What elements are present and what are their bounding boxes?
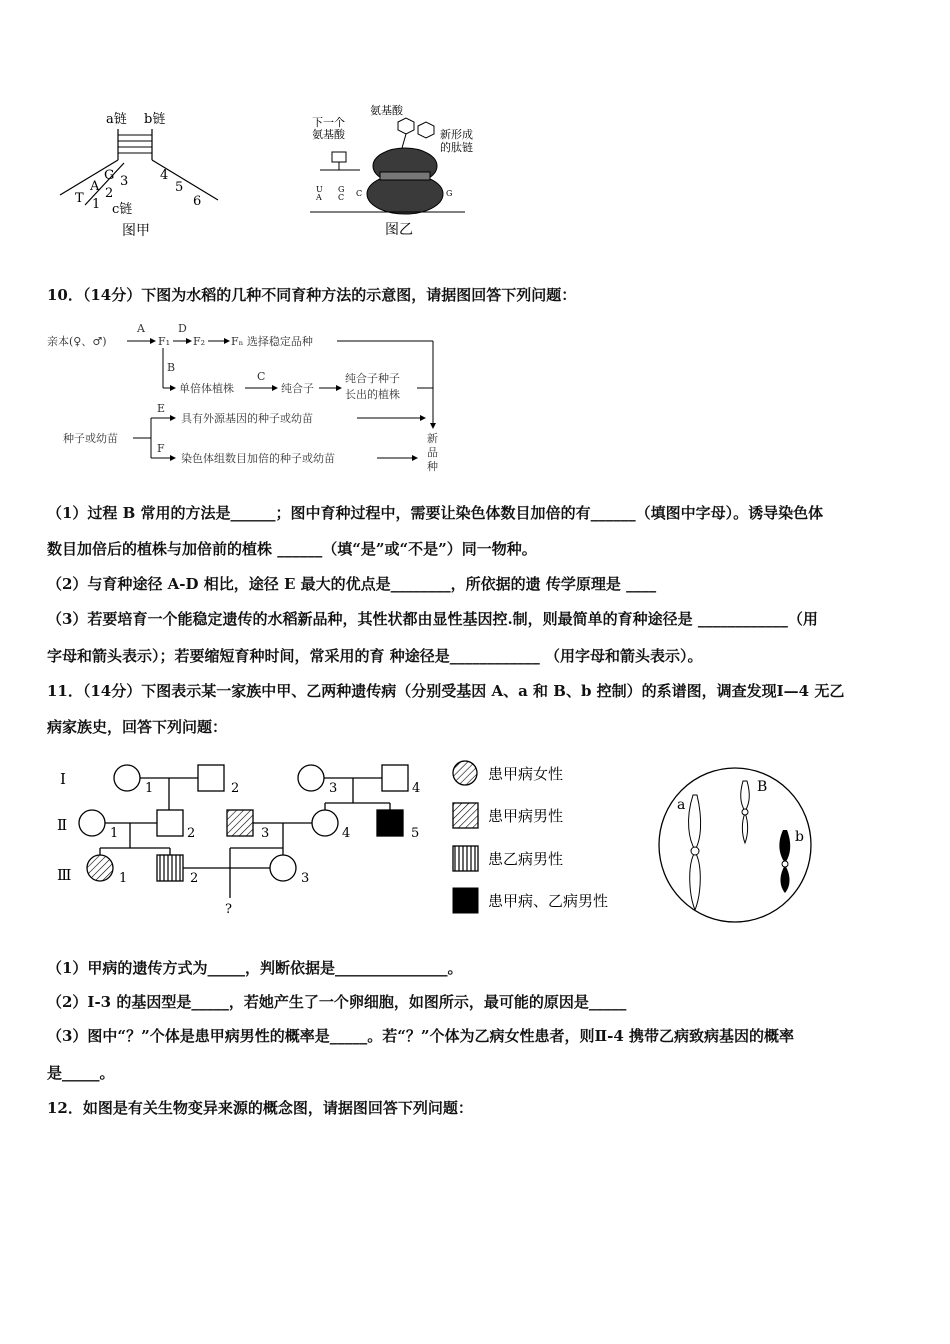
gen-I: Ⅰ xyxy=(60,770,66,788)
arrow-D: D xyxy=(178,322,187,335)
base-5: 5 xyxy=(175,180,184,195)
II-3-male-affected-A xyxy=(227,810,253,836)
arrow-C: C xyxy=(257,370,266,383)
unknown-individual: ? xyxy=(225,902,232,917)
II-5-male-affected-AB xyxy=(377,810,403,836)
q11-title-line1: 11．（14分）下图表示某一家族中甲、乙两种遗传病（分别受基因 A、a 和 B、b 控制）的系谱图，调查发现Ⅰ—4 无乙 xyxy=(47,682,845,700)
Fn-label: Fₙ 选择稳定品种 xyxy=(231,335,313,348)
legend-label-3: 患乙病男性 xyxy=(488,850,564,868)
base-T: T xyxy=(75,191,84,206)
num-I3: 3 xyxy=(329,781,338,796)
q11-part3-line1: （3）图中“？”个体是患甲病男性的概率是_____。若“？”个体为乙病女性患者，则Ⅱ-4 携带乙病致病基因的概率 xyxy=(47,1027,794,1045)
q10-part3-line1: （3）若要培育一个能稳定遗传的水稻新品种，其性状都由显性基因控.制，则最简单的育种途径是 ____________（用 xyxy=(47,610,818,628)
num-III3: 3 xyxy=(301,871,310,886)
legend-female-A-symbol xyxy=(453,761,477,785)
q10-part1-line2: 数目加倍后的植株与加倍前的植株 ______（填“是”或“不是”）同一物种。 xyxy=(47,540,537,558)
parent-label: 亲本(♀、♂) xyxy=(47,335,107,348)
III-1-female-affected-A xyxy=(87,855,113,881)
q11-title-line2: 病家族史，回答下列问题： xyxy=(47,718,228,736)
II-4-female xyxy=(312,810,338,836)
foreign-seed-label: 具有外源基因的种子或幼苗 xyxy=(181,412,313,425)
new-peptide-label-2: 的肽链 xyxy=(440,141,473,154)
legend-label-1: 患甲病女性 xyxy=(488,765,564,783)
doubled-seed-label: 染色体组数目加倍的种子或幼苗 xyxy=(181,452,335,465)
new-variety-1: 新 xyxy=(427,432,438,445)
gen-III: Ⅲ xyxy=(57,866,72,884)
pedigree-legend xyxy=(450,758,650,923)
q10-part2: （2）与育种途径 A-D 相比，途径 E 最大的优点是________，所依据的遗 传学原理是 ____ xyxy=(47,575,657,593)
base-G: G xyxy=(104,168,115,183)
I-1-female xyxy=(114,765,140,791)
legend-label-4: 患甲病、乙病男性 xyxy=(488,892,609,910)
chrom-label-B: B xyxy=(757,779,768,795)
num-I4: 4 xyxy=(412,781,421,796)
II-2-male xyxy=(157,810,183,836)
c-chain-label: c链 xyxy=(112,202,133,217)
q12-title: 12．如图是有关生物变异来源的概念图，请据图回答下列问题： xyxy=(47,1099,473,1117)
pure-label: 纯合子 xyxy=(281,382,314,395)
num-III1: 1 xyxy=(119,871,128,886)
num-II2: 2 xyxy=(187,826,196,841)
base-1: 1 xyxy=(92,197,101,212)
chrom-label-b: b xyxy=(795,829,804,845)
III-3-female xyxy=(270,855,296,881)
amino-acid-label: 氨基酸 xyxy=(370,104,403,117)
figure-yi xyxy=(300,100,500,240)
breeding-diagram xyxy=(45,318,445,483)
gen-II: Ⅱ xyxy=(57,816,68,834)
codon-right-G: G xyxy=(446,189,453,198)
q11-part2: （2）Ⅰ-3 的基因型是_____，若她产生了一个卵细胞，如图所示，最可能的原因是_____ xyxy=(47,993,627,1011)
new-variety-3: 种 xyxy=(427,460,438,473)
chrom-label-a: a xyxy=(677,797,686,813)
num-I1: 1 xyxy=(145,781,154,796)
legend-male-AB-symbol xyxy=(453,888,478,913)
F1-label: F₁ xyxy=(158,335,171,348)
num-III2: 2 xyxy=(190,871,199,886)
pure-seed-label-2: 长出的植株 xyxy=(345,388,400,401)
new-peptide-label: 新形成 xyxy=(440,128,473,141)
pedigree-chart xyxy=(55,758,455,923)
base-6: 6 xyxy=(193,194,202,209)
figure-jia xyxy=(50,105,230,240)
q10-part3-line2: 字母和箭头表示）；若要缩短育种时间，常采用的育 种途径是____________ （用字母和箭头表示）。 xyxy=(47,647,703,665)
I-4-male xyxy=(382,765,408,791)
III-2-male-affected-B xyxy=(157,855,183,881)
codon-C: C xyxy=(338,193,345,202)
new-variety-2: 品 xyxy=(427,446,438,459)
a-chain-label: a链 xyxy=(106,112,127,127)
arrow-E: E xyxy=(157,402,166,415)
legend-male-A-symbol xyxy=(453,803,478,828)
F2-label: F₂ xyxy=(193,335,206,348)
I-2-male xyxy=(198,765,224,791)
codon-G: G xyxy=(338,185,345,194)
I-3-female xyxy=(298,765,324,791)
seed-label: 种子或幼苗 xyxy=(63,432,118,445)
next-aa-label: 下一个 xyxy=(312,116,345,129)
num-II5: 5 xyxy=(411,826,420,841)
q11-part3-line2: 是_____。 xyxy=(47,1064,115,1082)
legend-label-2: 患甲病男性 xyxy=(488,807,564,825)
num-II1: 1 xyxy=(110,826,119,841)
codon-U: U xyxy=(316,185,323,194)
pure-seed-label: 纯合子种子 xyxy=(345,372,400,385)
base-A: A xyxy=(90,179,100,194)
next-aa-label-2: 氨基酸 xyxy=(312,128,345,141)
codon-A: A xyxy=(316,193,322,202)
q10-part1-line1: （1）过程 B 常用的方法是______；图中育种过程中，需要让染色体数目加倍的有______（填图中字母）。诱导染色体 xyxy=(47,504,824,522)
egg-cell-diagram xyxy=(655,765,815,925)
num-I2: 2 xyxy=(231,781,240,796)
II-1-female xyxy=(79,810,105,836)
legend-male-B-symbol xyxy=(453,846,478,871)
b-chain-label: b链 xyxy=(144,112,166,127)
figure-jia-caption: 图甲 xyxy=(122,223,150,239)
figure-yi-caption: 图乙 xyxy=(385,222,413,238)
base-2: 2 xyxy=(105,186,114,201)
arrow-B: B xyxy=(167,361,176,374)
arrow-F: F xyxy=(157,442,165,455)
num-II3: 3 xyxy=(261,826,270,841)
base-3: 3 xyxy=(120,174,129,189)
haploid-label: 单倍体植株 xyxy=(179,382,234,395)
base-4: 4 xyxy=(160,168,169,183)
q10-title: 10．（14分）下图为水稻的几种不同育种方法的示意图，请据图回答下列问题： xyxy=(47,286,577,304)
arrow-A: A xyxy=(137,322,145,335)
num-II4: 4 xyxy=(342,826,351,841)
codon-C2: C xyxy=(356,189,363,198)
q11-part1: （1）甲病的遗传方式为_____，判断依据是_______________。 xyxy=(47,959,463,977)
